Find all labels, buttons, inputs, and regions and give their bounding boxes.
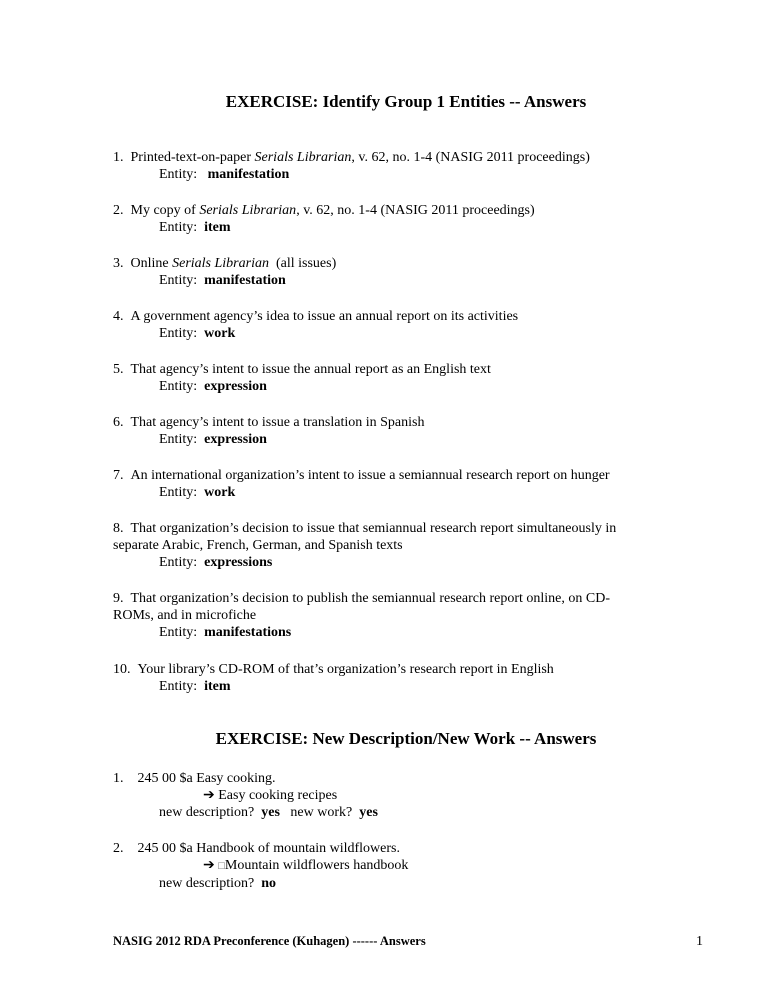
page-footer xyxy=(113,934,703,950)
box-glyph: □ xyxy=(218,860,225,872)
footer-text: NASIG 2012 RDA Preconference (Kuhagen) ------ Answers xyxy=(113,934,426,948)
answer: yes xyxy=(261,805,280,820)
list-item: 7. An international organization’s intent to issue a semiannual research report on hunger Entity: work xyxy=(113,468,610,500)
list-item: 3. Online Serials Librarian (all issues) Entity: manifestation xyxy=(113,256,337,288)
list-item: 6. That agency’s intent to issue a translation in Spanish Entity: expression xyxy=(113,415,425,447)
list-item: 4. A government agency’s idea to issue an annual report on its activities Entity: work xyxy=(113,309,519,341)
list-item: 9. That organization’s decision to publish the semiannual research report online, on CD- ROMs, and in microfiche Entity: manifestations xyxy=(113,591,611,640)
answer: item xyxy=(204,679,231,694)
list-item: 10. Your library’s CD-ROM of that’s organization’s research report in English Entity: item xyxy=(113,662,554,694)
answer: expression xyxy=(204,379,267,394)
answer: expressions xyxy=(204,555,273,570)
answer: manifestations xyxy=(204,625,292,640)
list-item: 8. That organization’s decision to issue that semiannual research report simultaneously in separate Arabic, French, German, and Spanish texts Entity: expressions xyxy=(113,521,617,570)
answer: manifestation xyxy=(204,273,286,288)
list-item: 1. Printed-text-on-paper Serials Librarian, v. 62, no. 1-4 (NASIG 2011 proceedings) Entity: manifestation xyxy=(113,150,590,182)
answer: item xyxy=(204,220,231,235)
list-item: 5. That agency’s intent to issue the annual report as an English text Entity: expression xyxy=(113,362,491,394)
exercise1-title: EXERCISE: Identify Group 1 Entities -- Answers xyxy=(225,92,587,111)
answer: expression xyxy=(204,432,267,447)
answer: manifestation xyxy=(207,167,290,182)
arrow-right-icon: ➔ xyxy=(203,788,215,803)
list-item: 2. 245 00 $a Handbook of mountain wildflowers. ➔ □Mountain wildflowers handbook new description? no xyxy=(113,841,409,891)
answer: work xyxy=(204,485,236,500)
list-item: 2. My copy of Serials Librarian, v. 62, no. 1-4 (NASIG 2011 proceedings) Entity: item xyxy=(113,203,535,235)
answer: no xyxy=(261,876,277,891)
page-number: 1 xyxy=(696,934,703,949)
answer: yes xyxy=(359,805,378,820)
exercise2-title: EXERCISE: New Description/New Work -- Answers xyxy=(215,729,597,748)
list-item: 1. 245 00 $a Easy cooking. ➔ Easy cooking recipes new description? yes new work? yes xyxy=(113,771,378,820)
answer: work xyxy=(204,326,236,341)
arrow-right-icon: ➔ xyxy=(203,858,215,873)
